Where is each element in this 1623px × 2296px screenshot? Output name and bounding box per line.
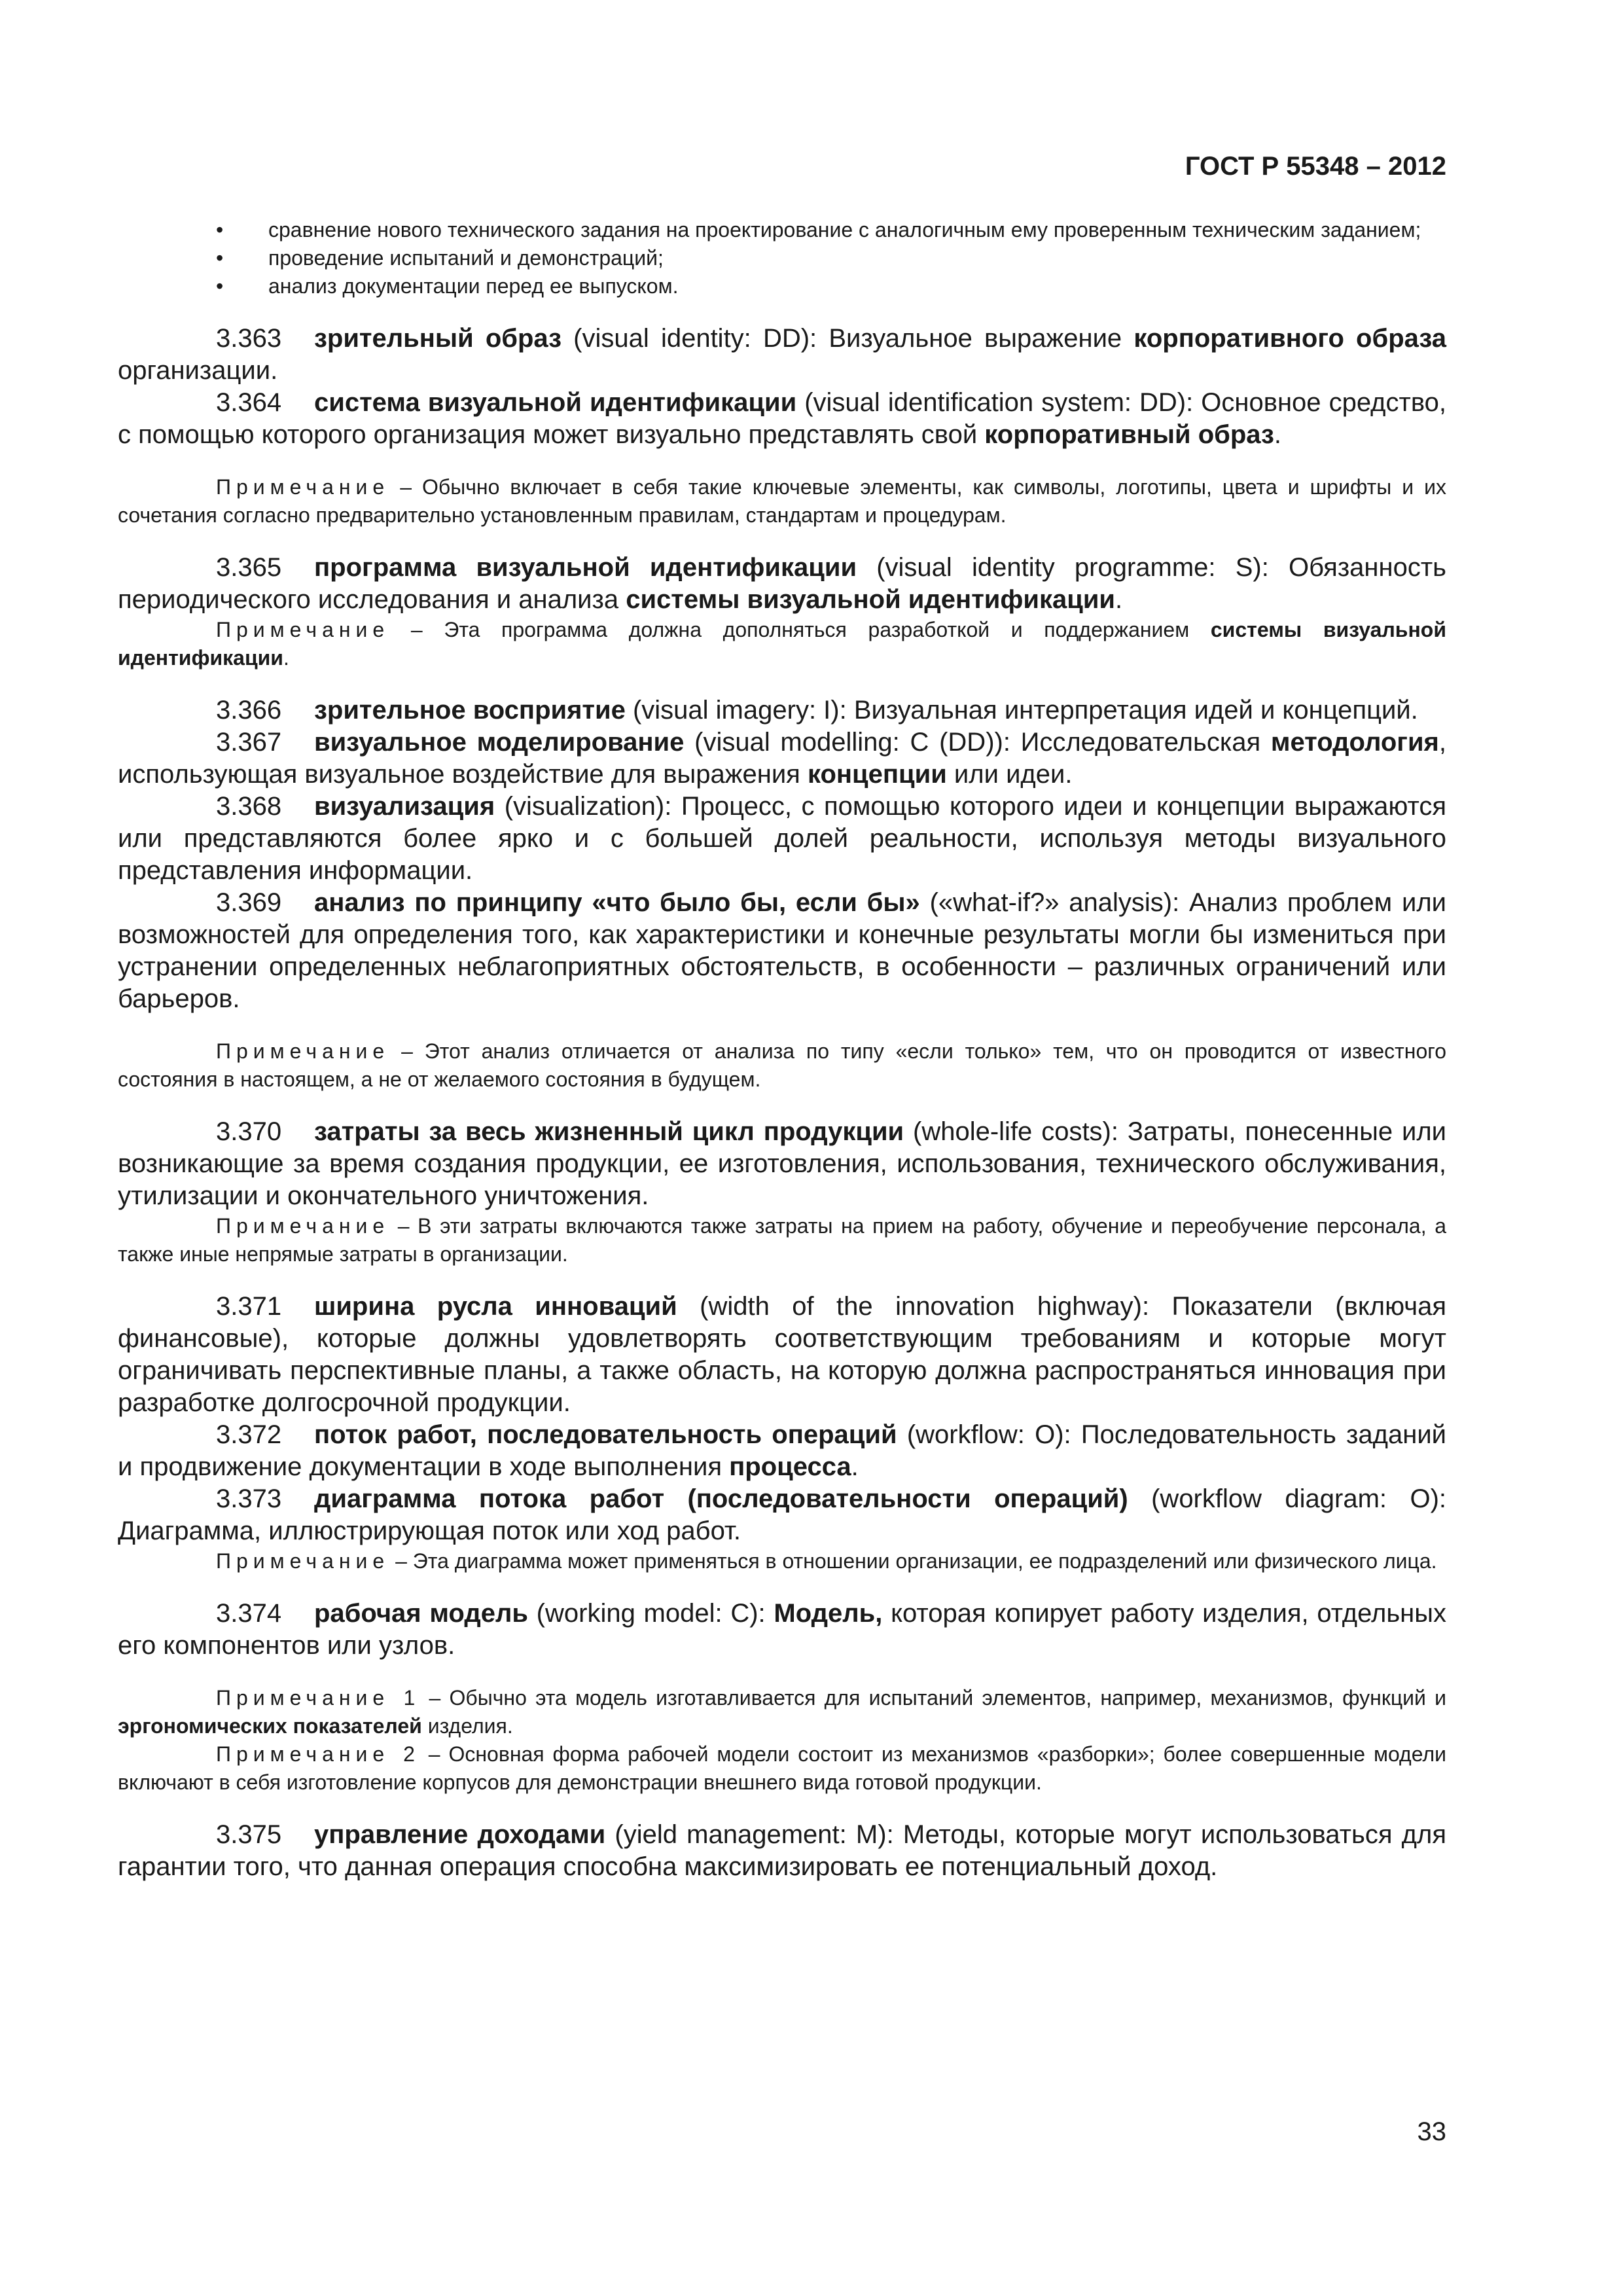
term-reference: корпоративного образа	[1133, 324, 1446, 353]
term-number: 3.371	[216, 1292, 282, 1321]
bullet-item	[118, 216, 1446, 244]
note-term-reference: системы визуальной идентификации	[118, 618, 1447, 670]
note-label: Примечание 2	[216, 1742, 420, 1766]
term-reference: Модель,	[774, 1599, 883, 1628]
term-title: программа визуальной идентификации	[314, 553, 857, 582]
term-definition-mid: , использующая визуальное воздействие для выражения	[118, 728, 1447, 789]
note-text-end: .	[283, 646, 289, 670]
term-title: зрительное восприятие	[314, 696, 626, 725]
term-title: визуализация	[314, 792, 495, 821]
term-title: управление доходами	[314, 1820, 606, 1849]
bullet-item	[118, 272, 1446, 300]
term-number: 3.366	[216, 696, 282, 725]
term-number: 3.370	[216, 1117, 282, 1146]
bullet-marker: •	[216, 274, 224, 298]
term-entry-3-372	[118, 1419, 1446, 1483]
bullet-marker: •	[216, 218, 224, 242]
term-number: 3.363	[216, 324, 282, 353]
term-definition: (yield management: M): Методы, которые могут использоваться для гарантии того, что данная операция способна максимизировать ее потенциальный доход.	[118, 1820, 1447, 1881]
note-3-374-1	[118, 1684, 1446, 1740]
term-definition: (visual imagery: I): Визуальная интерпретация идей и концепций.	[625, 696, 1418, 725]
term-definition: (visual modelling: C (DD)): Исследовательская	[684, 728, 1271, 757]
term-number: 3.374	[216, 1599, 282, 1628]
term-definition: (whole-life costs): Затраты, понесенные или возникающие за время создания продукции, ее изготовления, использования, технического обслуживания, утилизации и окончательного уничтожения.	[118, 1117, 1446, 1210]
note-3-365	[118, 616, 1446, 672]
note-3-373	[118, 1547, 1446, 1575]
term-entry-3-373	[118, 1483, 1446, 1547]
term-entry-3-364	[118, 387, 1446, 451]
note-3-364	[118, 473, 1446, 529]
term-title: ширина русла инноваций	[314, 1292, 677, 1321]
standard-code-header: ГОСТ Р 55348 – 2012	[1185, 152, 1446, 181]
page-content	[118, 216, 1446, 1883]
note-label: Примечание	[216, 618, 390, 641]
term-title: рабочая модель	[314, 1599, 528, 1628]
note-text: – Основная форма рабочей модели состоит из механизмов «разборки»; более совершенные модели включают в себя изготовление корпусов для демонстрации внешнего вида готовой продукции.	[118, 1742, 1447, 1794]
term-entry-3-370	[118, 1116, 1446, 1212]
term-reference: корпоративный образ	[984, 420, 1274, 449]
term-definition: (visual identity: DD): Визуальное выражение	[562, 324, 1134, 353]
note-3-370	[118, 1212, 1446, 1268]
term-definition-end: организации.	[118, 356, 278, 385]
term-number: 3.369	[216, 888, 282, 917]
term-definition: (visual identification system: DD): Основное средство, с помощью которого организация может визуально представлять свой	[118, 388, 1446, 449]
bullet-marker: •	[216, 246, 224, 270]
term-definition-end: .	[851, 1452, 859, 1481]
term-definition: (workflow: O): Последовательность заданий и продвижение документации в ходе выполнения	[118, 1420, 1447, 1481]
term-title: анализ по принципу «что было бы, если бы»	[314, 888, 920, 917]
term-title: визуальное моделирование	[314, 728, 685, 757]
note-text: – Эта программа должна дополняться разработкой и поддержанием	[389, 618, 1211, 641]
bullet-text: анализ документации перед ее выпуском.	[268, 274, 679, 298]
note-text: – Обычно включает в себя такие ключевые элементы, как символы, логотипы, цвета и шрифты и их сочетания согласно предварительно установленным правилам, стандартам и процедурам.	[118, 475, 1446, 527]
term-definition-end: или идеи.	[946, 760, 1073, 789]
bullet-item	[118, 244, 1446, 272]
term-title: диаграмма потока работ (последовательности операций)	[314, 1484, 1128, 1513]
term-entry-3-374	[118, 1598, 1446, 1662]
page-number: 33	[1417, 2117, 1446, 2146]
note-label: Примечание	[216, 475, 390, 499]
term-entry-3-365	[118, 552, 1446, 616]
note-label: Примечание 1	[216, 1686, 421, 1710]
term-reference: системы визуальной идентификации	[626, 585, 1115, 614]
term-entry-3-368	[118, 791, 1446, 887]
bullet-text: проведение испытаний и демонстраций;	[268, 246, 664, 270]
term-definition: (visualization): Процесс, с помощью которого идеи и концепции выражаются или представляются более ярко и с большей долей реальности, используя методы визуального представления информации.	[118, 792, 1446, 885]
term-number: 3.365	[216, 553, 282, 582]
note-label: Примечание	[216, 1214, 390, 1238]
note-3-369	[118, 1037, 1446, 1094]
note-text: – Этот анализ отличается от анализа по типу «если только» тем, что он проводится от известного состояния в настоящем, а не от желаемого состояния в будущем.	[118, 1039, 1446, 1091]
term-entry-3-375	[118, 1819, 1446, 1883]
note-term-reference: эргономических показателей	[118, 1714, 422, 1738]
term-entry-3-371	[118, 1291, 1446, 1419]
note-label: Примечание	[216, 1549, 390, 1573]
term-entry-3-367	[118, 726, 1446, 791]
term-title: затраты за весь жизненный цикл продукции	[314, 1117, 904, 1146]
term-title: поток работ, последовательность операций	[314, 1420, 897, 1449]
term-definition: (working model: C):	[527, 1599, 774, 1628]
term-definition-end: .	[1274, 420, 1282, 449]
term-definition-end: которая копирует работу изделия, отдельных его компонентов или узлов.	[118, 1599, 1447, 1660]
term-entry-3-363	[118, 323, 1446, 387]
term-number: 3.364	[216, 388, 282, 417]
term-definition: (workflow diagram: O): Диаграмма, иллюстрирующая поток или ход работ.	[118, 1484, 1446, 1545]
term-title: зрительный образ	[314, 324, 562, 353]
note-text-end: изделия.	[421, 1714, 513, 1738]
term-definition: (visual identity programme: S): Обязанность периодического исследования и анализа	[118, 553, 1446, 614]
term-definition: («what-if?» analysis): Анализ проблем или возможностей для определения того, как характеристики и конечные результаты могли бы измениться при устранении определенных неблагоприятных обстоятельств, в особенности – различных ограничений или барьеров.	[118, 888, 1446, 1013]
note-text: – В эти затраты включаются также затраты на прием на работу, обучение и переобучение персонала, а также иные непрямые затраты в организации.	[118, 1214, 1446, 1266]
note-text: – Обычно эта модель изготавливается для испытаний элементов, например, механизмов, функций и	[420, 1686, 1447, 1710]
term-number: 3.373	[216, 1484, 282, 1513]
note-label: Примечание	[216, 1039, 390, 1063]
bullet-text: сравнение нового технического задания на проектирование с аналогичным ему проверенным техническим заданием;	[268, 218, 1421, 242]
term-title: система визуальной идентификации	[314, 388, 797, 417]
note-3-374-2	[118, 1740, 1446, 1797]
term-definition-end: .	[1115, 585, 1123, 614]
note-text: – Эта диаграмма может применяться в отношении организации, ее подразделений или физического лица.	[389, 1549, 1437, 1573]
term-reference: методология	[1270, 728, 1439, 757]
term-definition: (width of the innovation highway): Показатели (включая финансовые), которые должны удовлетворять соответствующим требованиям и которые могут ограничивать перспективные планы, а также область, на которую должна распространяться инновация при разработке долгосрочной продукции.	[118, 1292, 1446, 1417]
term-reference: процесса	[729, 1452, 851, 1481]
term-number: 3.375	[216, 1820, 282, 1849]
term-number: 3.372	[216, 1420, 282, 1449]
term-reference: концепции	[807, 760, 947, 789]
term-number: 3.368	[216, 792, 282, 821]
term-entry-3-366	[118, 694, 1446, 726]
term-entry-3-369	[118, 887, 1446, 1015]
term-number: 3.367	[216, 728, 282, 757]
